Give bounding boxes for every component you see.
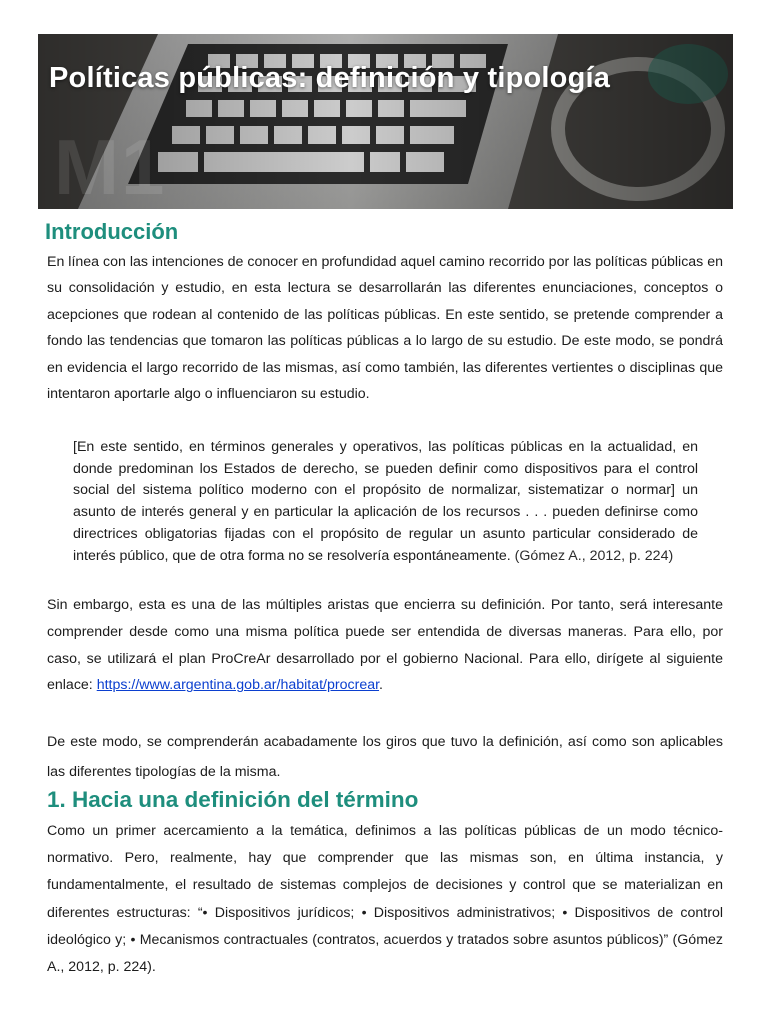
block-quote (73, 437, 698, 567)
link-trailing-punct: . (379, 677, 383, 694)
mode-paragraph: De este modo, se comprenderán acabadamente los giros que tuvo la definición, así como son aplicables las diferentes tipologías de la misma. (47, 734, 723, 780)
definition-paragraph: Como un primer acercamiento a la temática, definimos a las políticas públicas de un modo técnico-normativo. Pero, realmente, hay que comprender que las mismas son, en última instancia, y fundamentalmente, el resultado de sistemas complejos de decisiones y control que se materializan en diferentes estructuras: “• Dispositivos jurídicos; • Dispositivos administrativos; • Dispositivos de control ideológico y; • Mecanismos contractuales (contratos, acuerdos y tratados sobre asuntos públicos)” (Gómez A., 2012, p. 224). (47, 823, 723, 976)
quote-citation: (Gómez A., 2012, p. 224) (514, 547, 674, 564)
header-banner (38, 34, 733, 209)
intro-paragraph: En línea con las intenciones de conocer en profundidad aquel camino recorrido por las políticas públicas en su consolidación y estudio, en esta lectura se desarrollarán las diferentes enunciaciones, conceptos o acepciones que rodean al contenido de las políticas públicas. En este sentido, se pretende comprender a fondo las tendencias que tomaron las políticas públicas a lo largo de su estudio. De este modo, se pondrá en evidencia el largo recorrido de las mismas, así como también, las diferentes vertientes o disciplinas que intentaron aportarle algo o influenciaron su estudio. (47, 254, 723, 403)
page-title: Políticas públicas: definición y tipología (49, 62, 611, 94)
module-watermark: M1 (54, 123, 167, 209)
after-quote-paragraph (47, 592, 723, 699)
intro-heading: Introducción (45, 219, 179, 244)
quote-text: [En este sentido, en términos generales y operativos, las políticas públicas en la actualidad, en donde predominan los Estados de derecho, se pueden definir como dispositivos para el control social del sistema político moderno con el propósito de normalizar, sistematizar o normar] un asunto de interés general y en particular la aplicación de los recursos . . . pueden definirse como directrices obligatorias fijadas con el propósito de regular un asunto particular considerado de interés público, que de otra forma no se resolvería espontáneamente. (73, 439, 698, 564)
section-heading-1: 1. Hacia una definición del término (47, 787, 419, 812)
procrear-link[interactable]: https://www.argentina.gob.ar/habitat/procrear (96, 677, 380, 694)
after-quote-text: Sin embargo, esta es una de las múltiples aristas que encierra su definición. Por tanto, será interesante comprender desde como una misma política puede ser entendida de diversas maneras. Para ello, por caso, se utilizará el plan ProCreAr desarrollado por el gobierno Nacional. Para ello, dirígete al siguiente enlace: (47, 597, 723, 694)
